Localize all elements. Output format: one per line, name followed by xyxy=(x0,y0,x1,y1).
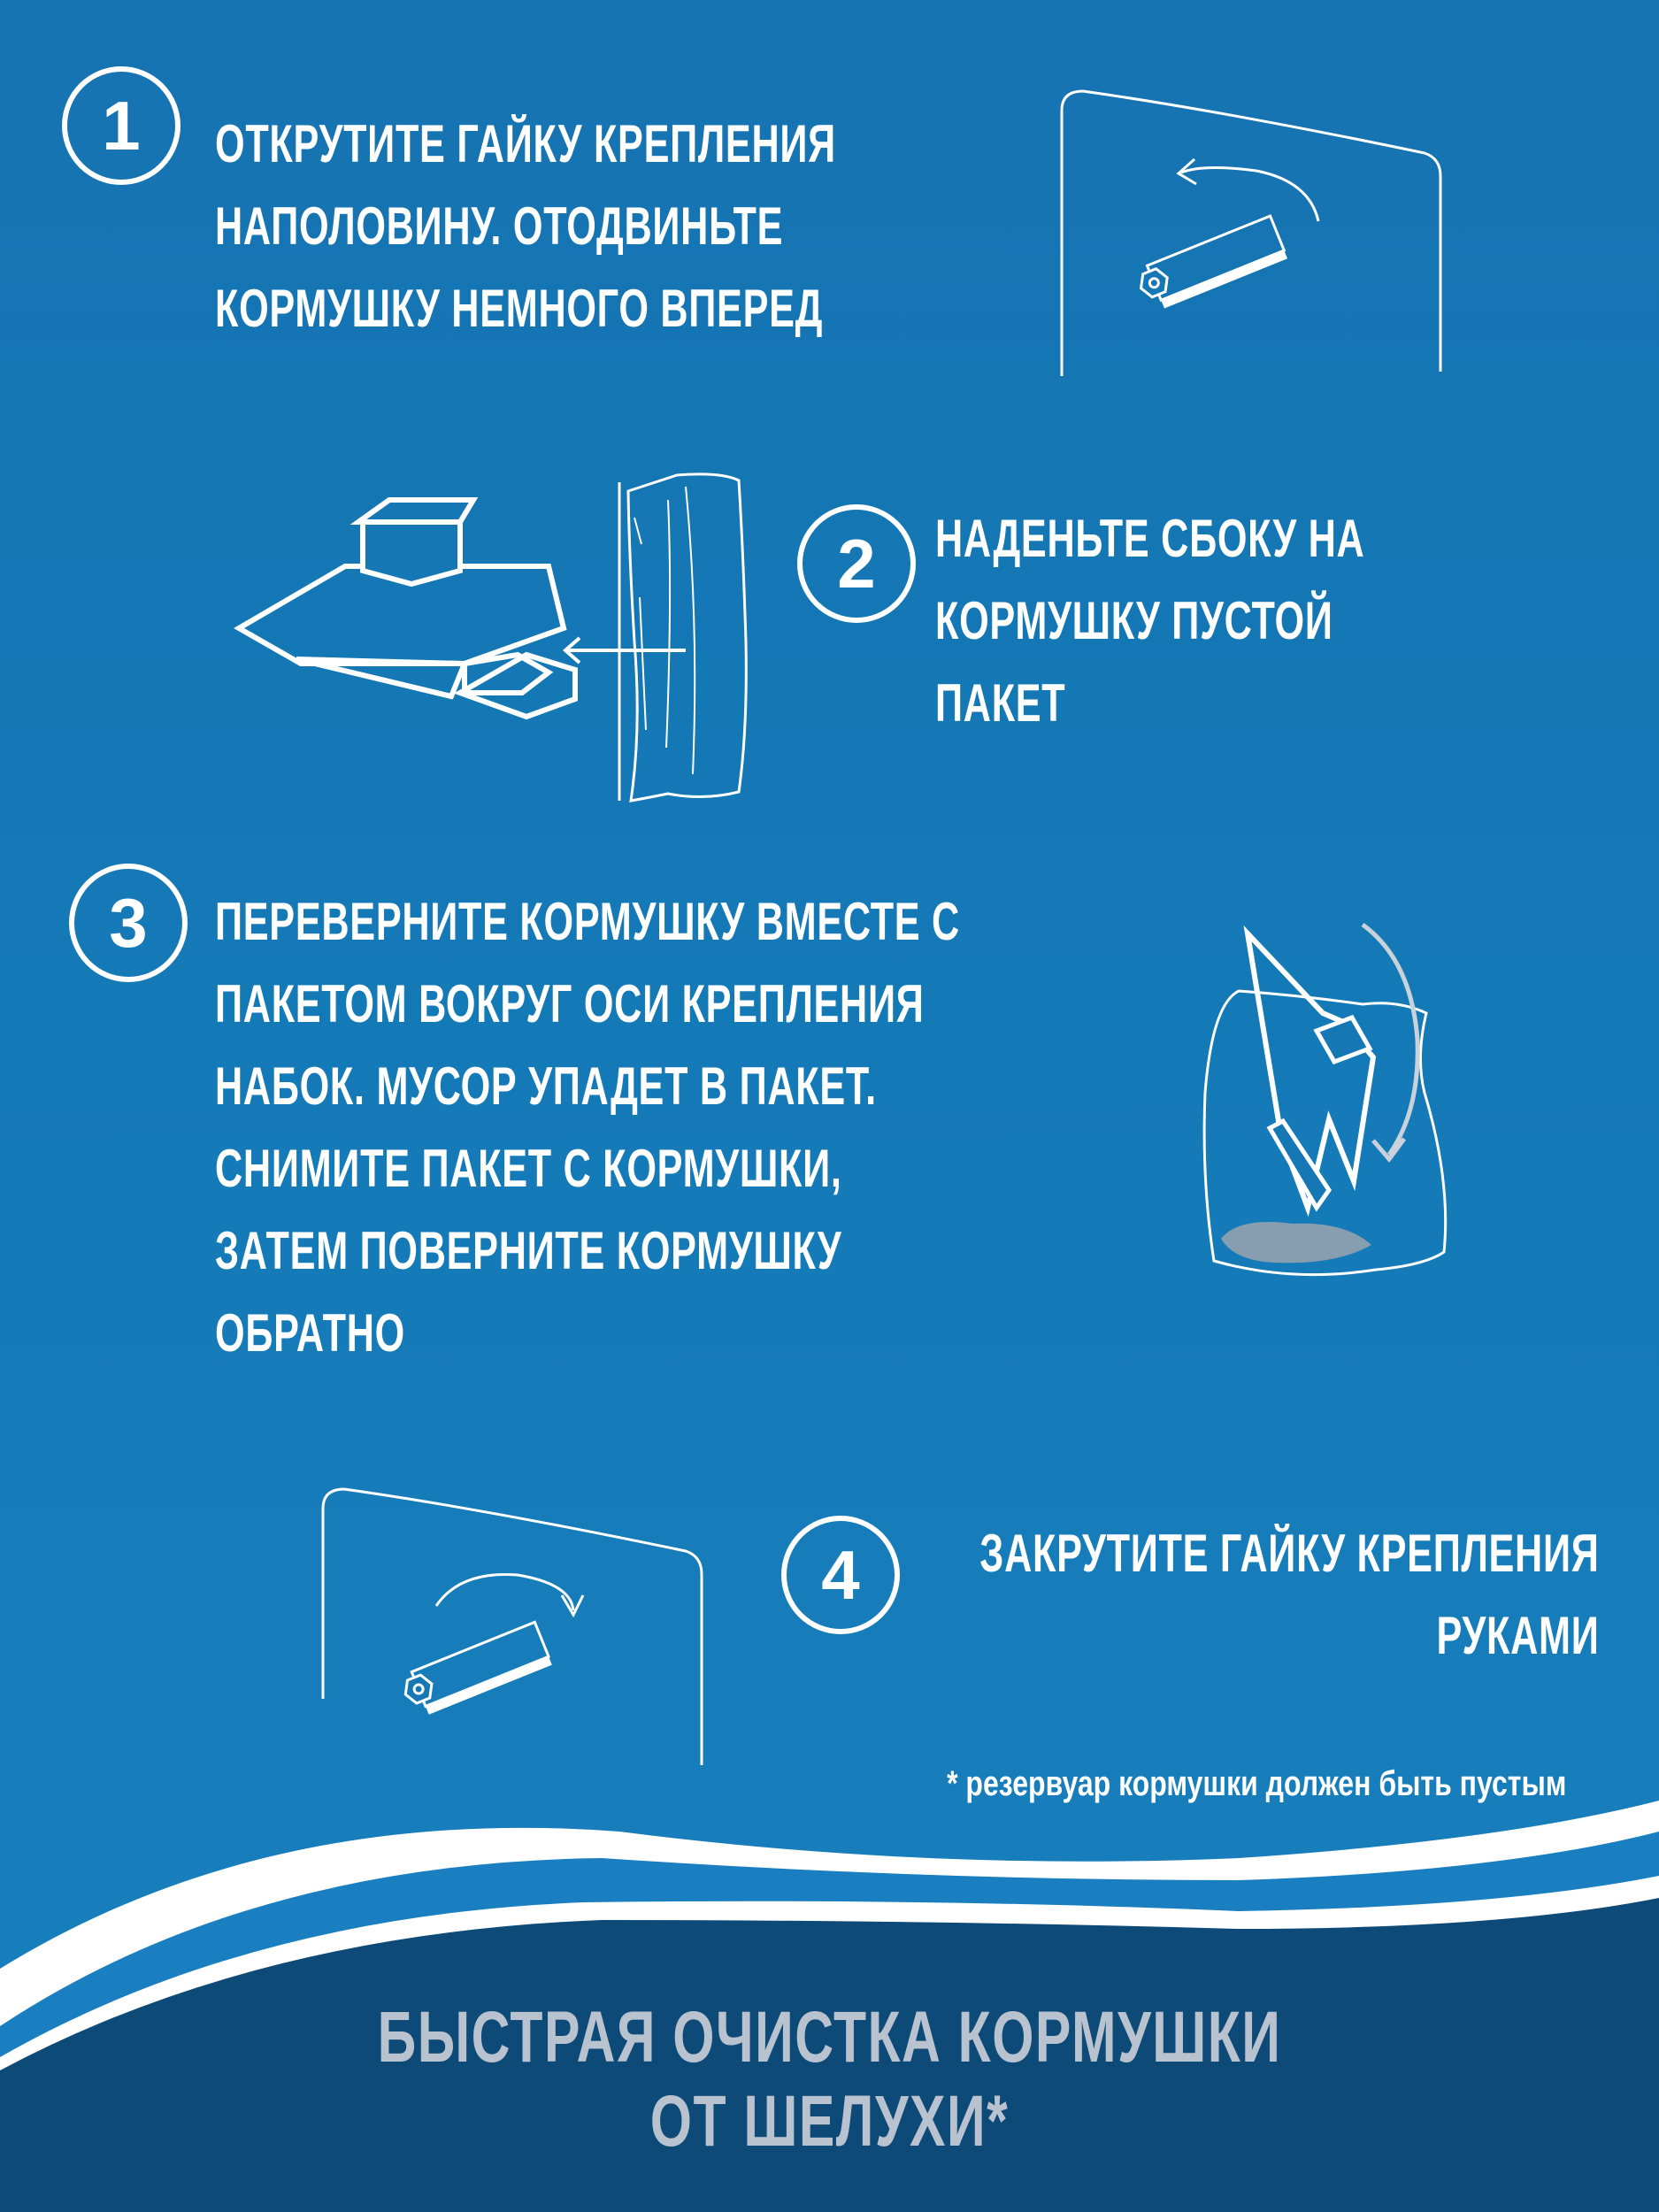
feeder-bag-illustration xyxy=(226,465,810,818)
feeder-flip-illustration xyxy=(1186,916,1451,1305)
step-1-number: 1 xyxy=(62,66,180,185)
step-4-number: 4 xyxy=(781,1516,900,1634)
bottom-title: БЫСТРАЯ ОЧИСТКА КОРМУШКИ ОТ ШЕЛУХИ* xyxy=(377,1997,1282,2162)
step-2-text: НАДЕНЬТЕ СБОКУ НА КОРМУШКУ ПУСТОЙ ПАКЕТ xyxy=(935,509,1365,733)
step-4-text: ЗАКРУТИТЕ ГАЙКУ КРЕПЛЕНИЯ РУКАМИ xyxy=(979,1524,1599,1665)
step-2-number: 2 xyxy=(797,504,916,623)
step-3-number: 3 xyxy=(69,864,188,982)
step-1-text: ОТКРУТИТЕ ГАЙКУ КРЕПЛЕНИЯ НАПОЛОВИНУ. ОТОДВИНЬТЕ КОРМУШКУ НЕМНОГО ВПЕРЕД xyxy=(215,114,836,338)
window-nut-tighten-illustration xyxy=(314,1482,721,1774)
step-3-text: ПЕРЕВЕРНИТЕ КОРМУШКУ ВМЕСТЕ С ПАКЕТОМ ВОКРУГ ОСИ КРЕПЛЕНИЯ НАБОК. МУСОР УПАДЕТ В ПАКЕТ. СНИМИТЕ ПАКЕТ С КОРМУШКИ, ЗАТЕМ ПОВЕРНИТЕ КОРМУШКУ ОБРАТНО xyxy=(215,892,960,1363)
footnote: * резервуар кормушки должен быть пустым xyxy=(946,1764,1566,1803)
window-nut-loosen-illustration xyxy=(1053,84,1460,380)
